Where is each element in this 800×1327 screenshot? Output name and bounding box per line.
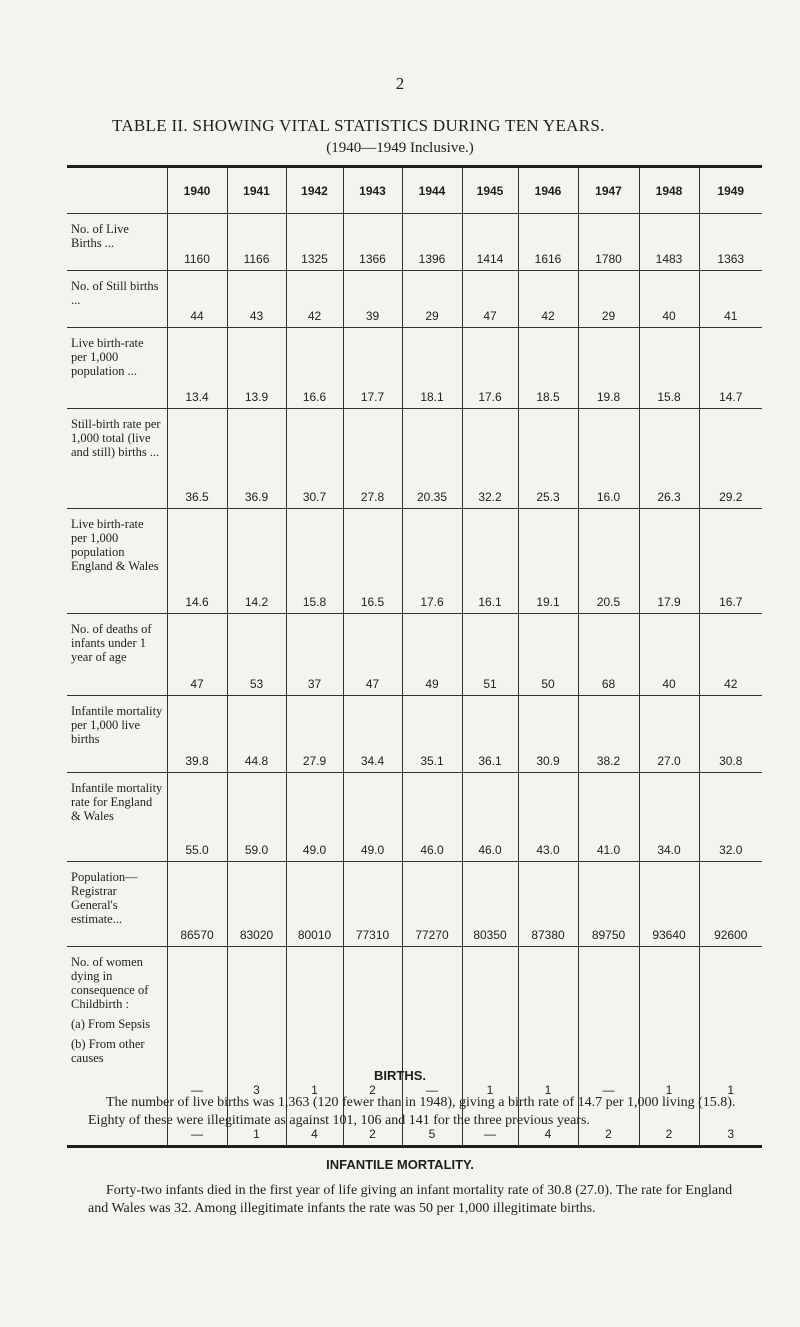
header-row — [67, 167, 762, 214]
table-cell: 39 — [343, 271, 402, 328]
table-cell: 44.8 — [227, 696, 286, 773]
table-cell: 29 — [402, 271, 462, 328]
year-header: 1941 — [227, 167, 286, 214]
other-value: 2 — [605, 1127, 612, 1141]
sepsis-value: 2 — [369, 1083, 376, 1097]
table-cell: 1396 — [402, 214, 462, 271]
table-cell: 49.0 — [286, 773, 343, 862]
table-cell: 27.0 — [639, 696, 699, 773]
table-cell: 17.9 — [639, 509, 699, 614]
table-row — [67, 328, 762, 409]
table-cell: 1414 — [462, 214, 518, 271]
table-cell: 43.0 — [518, 773, 578, 862]
other-causes-label: (b) From other causes — [71, 1037, 145, 1065]
table-cell: 32.0 — [699, 773, 762, 862]
table-cell: 36.9 — [227, 409, 286, 509]
table-cell: 16.1 — [462, 509, 518, 614]
table-cell: 92600 — [699, 862, 762, 947]
table-cell: 41 — [699, 271, 762, 328]
table-cell: 42 — [518, 271, 578, 328]
header-blank — [67, 167, 167, 214]
table-cell: 46.0 — [402, 773, 462, 862]
table-cell: 17.6 — [402, 509, 462, 614]
table-cell: 43 — [227, 271, 286, 328]
table-cell: 13.9 — [227, 328, 286, 409]
table-row — [67, 214, 762, 271]
table-cell: 1780 — [578, 214, 639, 271]
other-value: — — [484, 1127, 496, 1141]
table-cell: 1483 — [639, 214, 699, 271]
year-header: 1945 — [462, 167, 518, 214]
table-cell: 19.1 — [518, 509, 578, 614]
table-cell: 86570 — [167, 862, 227, 947]
row-label: Still-birth rate per 1,000 total (live and still) births ... — [67, 409, 167, 509]
sepsis-value: — — [191, 1083, 203, 1097]
sepsis-value: 3 — [253, 1083, 260, 1097]
table-cell: 46.0 — [462, 773, 518, 862]
row-label: No. of Live Births ... — [67, 214, 167, 271]
table-row — [67, 271, 762, 328]
table-cell: 44 — [167, 271, 227, 328]
table-cell: 35.1 — [402, 696, 462, 773]
births-heading: BIRTHS. — [374, 1068, 426, 1083]
row-label: Infantile mortality rate for England & Wales — [67, 773, 167, 862]
table-cell: 47 — [343, 614, 402, 696]
table-cell: 30.7 — [286, 409, 343, 509]
table-cell: 40 — [639, 614, 699, 696]
table-cell: 55.0 — [167, 773, 227, 862]
table-cell: 40 — [639, 271, 699, 328]
other-value: 4 — [544, 1127, 552, 1141]
table-cell: 41.0 — [578, 773, 639, 862]
year-header: 1943 — [343, 167, 402, 214]
other-value: 2 — [665, 1127, 673, 1141]
vital-statistics-table — [67, 165, 762, 1148]
table-cell: 15.8 — [639, 328, 699, 409]
other-value: — — [191, 1127, 203, 1141]
table-subtitle: (1940—1949 Inclusive.) — [326, 140, 474, 156]
table-cell: 1363 — [699, 214, 762, 271]
table-cell: 83020 — [227, 862, 286, 947]
table-cell: 77310 — [343, 862, 402, 947]
table-cell: 20.35 — [402, 409, 462, 509]
table-cell: 47 — [167, 614, 227, 696]
table-cell: 42 — [286, 271, 343, 328]
table-cell: 30.9 — [518, 696, 578, 773]
births-paragraph: The number of live births was 1,363 (120 fewer than in 1948), giving a birth rate of 14.7 per 1,000 living (15.8). Eighty of these were illegitimate as against 101, 106 and 141 for the three previous years. — [88, 1095, 736, 1128]
other-value: 4 — [311, 1127, 318, 1141]
table-cell: 39.8 — [167, 696, 227, 773]
row-label: No. of deaths of infants under 1 year of age — [67, 614, 167, 696]
year-header: 1942 — [286, 167, 343, 214]
table-cell: 14.7 — [699, 328, 762, 409]
table-cell: 36.5 — [167, 409, 227, 509]
infantile-mortality-paragraph: Forty-two infants died in the first year of life giving an infant mortality rate of 30.8 (27.0). The rate for England and Wales was 32. Among illegitimate infants the rate was 50 per 1,000 illegitimate births. — [88, 1183, 733, 1216]
table-cell: 27.8 — [343, 409, 402, 509]
sepsis-value: — — [602, 1083, 615, 1097]
row-label: Live birth-rate per 1,000 population England & Wales — [67, 509, 167, 614]
table-cell: 53 — [227, 614, 286, 696]
table-cell: 29 — [578, 271, 639, 328]
row-label: Live birth-rate per 1,000 population ... — [67, 328, 167, 409]
table-cell: 17.6 — [462, 328, 518, 409]
sepsis-value: 1 — [665, 1083, 673, 1097]
table-cell: 50 — [518, 614, 578, 696]
table-title: TABLE II. SHOWING VITAL STATISTICS DURING TEN YEARS. — [112, 116, 605, 135]
sepsis-value: 1 — [486, 1083, 494, 1097]
sepsis-value: 1 — [727, 1083, 735, 1097]
sepsis-label: (a) From Sepsis — [71, 1017, 151, 1031]
table-row — [67, 614, 762, 696]
table-cell: 38.2 — [578, 696, 639, 773]
table-cell: 26.3 — [639, 409, 699, 509]
table-cell: 25.3 — [518, 409, 578, 509]
other-value: 1 — [253, 1127, 260, 1141]
table-row — [67, 773, 762, 862]
row-label: No. of Still births ... — [67, 271, 167, 328]
table-cell: 34.0 — [639, 773, 699, 862]
year-header: 1940 — [167, 167, 227, 214]
row-label: Infantile mortality per 1,000 live births — [67, 696, 167, 773]
table-cell: 49.0 — [343, 773, 402, 862]
table-cell: 30.8 — [699, 696, 762, 773]
table-cell: 51 — [462, 614, 518, 696]
table-cell: 16.0 — [578, 409, 639, 509]
year-header: 1946 — [518, 167, 578, 214]
table-cell: 16.5 — [343, 509, 402, 614]
other-value: 2 — [369, 1127, 376, 1141]
sepsis-value: — — [426, 1083, 438, 1097]
year-header: 1947 — [578, 167, 639, 214]
table-cell: 34.4 — [343, 696, 402, 773]
table-cell: 29.2 — [699, 409, 762, 509]
other-value: 5 — [428, 1127, 436, 1141]
table-cell: 14.2 — [227, 509, 286, 614]
sepsis-value: 1 — [544, 1083, 552, 1097]
table-cell: 18.1 — [402, 328, 462, 409]
table-cell: 19.8 — [578, 328, 639, 409]
row-label: Population— Registrar General's estimate... — [67, 862, 167, 947]
table-cell: 15.8 — [286, 509, 343, 614]
table-cell: 80350 — [462, 862, 518, 947]
table-cell: 89750 — [578, 862, 639, 947]
table-cell: 1616 — [518, 214, 578, 271]
sepsis-value: 1 — [311, 1083, 318, 1097]
table-row — [67, 509, 762, 614]
maternal-heading: No. of women dying in consequence of Childbirth : — [71, 955, 149, 1011]
table-cell: 16.6 — [286, 328, 343, 409]
table-cell: 37 — [286, 614, 343, 696]
table-cell: 36.1 — [462, 696, 518, 773]
table-cell: 18.5 — [518, 328, 578, 409]
table-cell: 42 — [699, 614, 762, 696]
table-cell: 1366 — [343, 214, 402, 271]
table-cell: 49 — [402, 614, 462, 696]
table-cell: 32.2 — [462, 409, 518, 509]
table-row — [67, 696, 762, 773]
table-cell: 27.9 — [286, 696, 343, 773]
table-cell: 77270 — [402, 862, 462, 947]
table-row — [67, 862, 762, 947]
table-cell: 20.5 — [578, 509, 639, 614]
table-cell: 16.7 — [699, 509, 762, 614]
table-cell: 68 — [578, 614, 639, 696]
table-cell: 14.6 — [167, 509, 227, 614]
infantile-mortality-heading: INFANTILE MORTALITY. — [326, 1157, 474, 1172]
table-cell: 1166 — [227, 214, 286, 271]
table-cell: 93640 — [639, 862, 699, 947]
table-cell: 80010 — [286, 862, 343, 947]
other-value: 3 — [727, 1127, 735, 1141]
table-cell: 13.4 — [167, 328, 227, 409]
table-cell: 1325 — [286, 214, 343, 271]
table-cell: 17.7 — [343, 328, 402, 409]
page-number: 2 — [395, 74, 405, 93]
year-header: 1948 — [639, 167, 699, 214]
table-cell: 59.0 — [227, 773, 286, 862]
table-row — [67, 409, 762, 509]
year-header: 1949 — [699, 167, 762, 214]
table-cell: 1160 — [167, 214, 227, 271]
year-header: 1944 — [402, 167, 462, 214]
table-cell: 87380 — [518, 862, 578, 947]
table-cell: 47 — [462, 271, 518, 328]
